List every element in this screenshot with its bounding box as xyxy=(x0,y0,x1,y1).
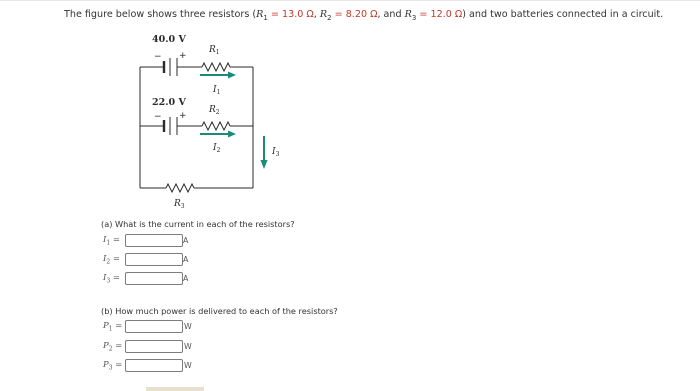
r1-label: $R_1$ xyxy=(209,45,220,56)
resistor-r3 xyxy=(166,184,194,192)
i1-answer-label: $I_1$ = xyxy=(103,235,121,247)
i3-unit: A xyxy=(183,274,189,283)
battery-middle xyxy=(164,117,177,135)
i3-answer-label: $I_3$ = xyxy=(103,273,121,285)
battery-top-minus: − xyxy=(154,52,162,62)
r3-label: $R_3$ xyxy=(174,199,185,208)
i2-unit: A xyxy=(183,255,189,264)
resistor-r2 xyxy=(202,122,230,130)
submit-button-edge[interactable] xyxy=(146,387,204,391)
p2-answer-label: $P_2$ = xyxy=(103,341,123,353)
i3-input[interactable] xyxy=(125,272,183,285)
r2-label: $R_2$ xyxy=(209,105,220,116)
i1-label: $I_1$ xyxy=(213,85,221,96)
p1-answer-label: $P_1$ = xyxy=(103,321,123,333)
battery-top xyxy=(164,58,177,76)
i2-answer-label: $I_2$ = xyxy=(103,254,121,266)
r2-value: = 8.20 Ω xyxy=(331,9,378,20)
battery-mid-voltage: 22.0 V xyxy=(152,97,186,108)
p3-unit: W xyxy=(184,361,192,370)
current-arrow-i1 xyxy=(200,72,236,79)
current-arrow-i3 xyxy=(261,136,268,169)
p1-unit: W xyxy=(184,322,192,331)
question-b: (b) How much power is delivered to each of the resistors? xyxy=(101,306,338,316)
p3-input[interactable] xyxy=(125,359,183,372)
p1-input[interactable] xyxy=(125,320,183,333)
r3-value: = 12.0 Ω xyxy=(416,9,463,20)
problem-statement: The figure below shows three resistors ($R_1 = 13.0$ Ω, $R_2 = 8.20$ Ω, and $R_3 = 12.0$ Ω) and two batteries connected in a circuit. xyxy=(64,9,664,22)
resistor-r1 xyxy=(202,63,230,71)
battery-mid-plus: + xyxy=(179,111,187,121)
current-arrow-i2 xyxy=(200,131,236,138)
p2-unit: W xyxy=(184,342,192,351)
battery-top-voltage: 40.0 V xyxy=(152,34,186,45)
i1-unit: A xyxy=(183,236,189,245)
r1-value: = 13.0 Ω xyxy=(267,9,314,20)
question-a: (a) What is the current in each of the resistors? xyxy=(101,219,295,229)
p2-input[interactable] xyxy=(125,340,183,353)
circuit-diagram xyxy=(130,28,290,208)
p3-answer-label: $P_3$ = xyxy=(103,360,123,372)
top-divider xyxy=(0,0,700,1)
battery-mid-minus: − xyxy=(154,112,162,122)
i2-input[interactable] xyxy=(125,253,183,266)
i3-label: $I_3$ xyxy=(272,147,280,158)
i1-input[interactable] xyxy=(125,234,183,247)
i2-label: $I_2$ xyxy=(213,143,221,154)
battery-top-plus: + xyxy=(179,51,187,61)
